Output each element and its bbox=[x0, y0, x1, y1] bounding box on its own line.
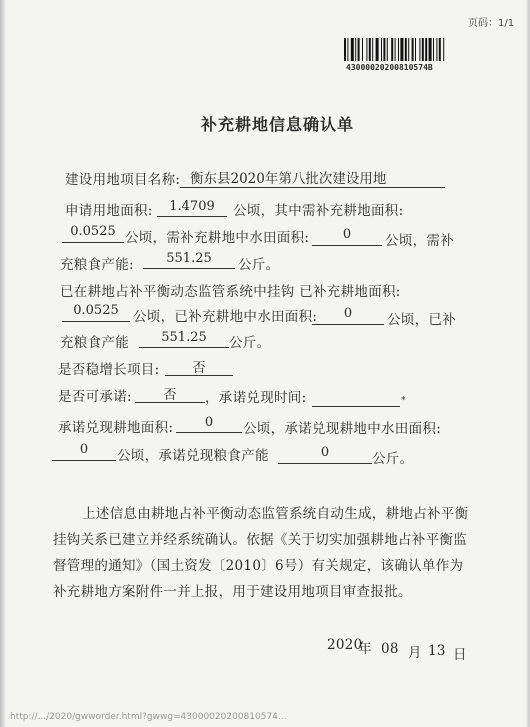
barcode-bar bbox=[405, 38, 407, 61]
paragraph-line-2: 挂钩关系已建立并经系统确认。依据《关于切实加强耕地占补平衡监 bbox=[53, 532, 467, 548]
supplement-area-suffix: 公顷，需补充耕地中水田面积: bbox=[125, 230, 310, 246]
barcode-bar bbox=[443, 38, 444, 61]
date-year: 2020 bbox=[327, 637, 363, 653]
barcode-bar bbox=[412, 38, 414, 61]
hooked-paddy-value: 0 bbox=[343, 306, 353, 321]
hooked-area-value: 0.0525 bbox=[73, 303, 119, 318]
date-month: 08 bbox=[381, 641, 399, 657]
barcode-bar bbox=[408, 38, 409, 61]
hooked-grain-value: 551.25 bbox=[161, 330, 207, 345]
apply-area-value: 1.4709 bbox=[169, 199, 215, 214]
promise-time-mark: * bbox=[401, 396, 406, 406]
barcode-bar bbox=[439, 38, 441, 61]
stable-growth-label: 是否稳增长项目: bbox=[58, 362, 160, 378]
apply-area-suffix: 公顷，其中需补充耕地面积: bbox=[233, 203, 404, 219]
footer-url: http://.../2020/gwworder.html?gwwg=43000020200810574... bbox=[10, 712, 287, 722]
hooked-grain-underline bbox=[139, 347, 229, 348]
barcode-bar bbox=[369, 38, 371, 61]
grain-suffix: 公斤。 bbox=[238, 257, 280, 273]
barcode-bar bbox=[355, 38, 356, 61]
barcode-image bbox=[344, 38, 488, 61]
barcode-bar bbox=[419, 38, 420, 61]
grain-label: 充粮食产能: bbox=[60, 257, 134, 273]
page-number: 页码：1/1 bbox=[468, 18, 515, 29]
paddy-area-suffix: 公顷，需补 bbox=[385, 233, 454, 249]
promise-underline bbox=[135, 402, 205, 403]
paragraph-line-4: 补充耕地方案附件一并上报，用于建设用地项目审查报批。 bbox=[53, 584, 412, 600]
document-title: 补充耕地信息确认单 bbox=[201, 115, 355, 134]
hooked-grain-label: 充粮食产能 bbox=[60, 335, 129, 351]
promise-label: 是否可承诺: bbox=[58, 389, 132, 405]
promise-area-underline bbox=[176, 432, 242, 433]
promise-grain-value: 0 bbox=[320, 445, 330, 460]
barcode-bar bbox=[362, 38, 363, 61]
promise-time-label: ，承诺兑现时间: bbox=[205, 390, 307, 406]
barcode-number: 43000020200810574B bbox=[346, 63, 433, 72]
apply-area-underline bbox=[157, 216, 227, 217]
date-day-unit: 日 bbox=[453, 647, 467, 663]
barcode-bar bbox=[347, 38, 348, 61]
barcode-bar bbox=[422, 38, 424, 61]
promise-paddy-suffix: 公顷，承诺兑现粮食产能 bbox=[117, 448, 269, 464]
barcode-bar bbox=[387, 38, 388, 61]
promise-grain-suffix: 公斤。 bbox=[372, 451, 414, 467]
barcode-bar bbox=[398, 38, 399, 61]
barcode-bar bbox=[344, 38, 346, 61]
hooked-area-underline bbox=[62, 321, 130, 322]
supplement-area-value: 0.0525 bbox=[70, 224, 116, 239]
promise-time-underline bbox=[312, 406, 400, 407]
grain-capacity-underline bbox=[143, 268, 235, 269]
promise-value: 否 bbox=[163, 388, 177, 403]
paragraph-line-3: 督管理的通知》（国土资发〔2010〕6号）有关规定，该确认单作为 bbox=[53, 558, 464, 574]
promise-paddy-underline bbox=[52, 460, 116, 461]
barcode-bar bbox=[395, 38, 396, 61]
scan-edge-shadow-left bbox=[0, 0, 7, 727]
barcode-bar bbox=[425, 38, 427, 61]
barcode-bar bbox=[376, 38, 379, 61]
date-day: 13 bbox=[428, 643, 446, 659]
promise-grain-underline bbox=[278, 463, 372, 464]
barcode-bar bbox=[400, 38, 403, 61]
promise-area-suffix: 公顷，承诺兑现耕地中水田面积: bbox=[243, 421, 442, 437]
paragraph-line-1: 上述信息由耕地占补平衡动态监管系统自动生成，耕地占补平衡 bbox=[82, 506, 469, 522]
date-month-unit: 月 bbox=[408, 645, 422, 661]
paddy-area-value: 0 bbox=[342, 227, 352, 242]
date-year-unit: 年 bbox=[358, 641, 372, 657]
barcode-bar bbox=[436, 38, 437, 61]
stable-growth-underline bbox=[165, 375, 233, 376]
barcode-bar bbox=[358, 38, 360, 61]
apply-area-label: 申请用地面积: bbox=[65, 203, 153, 219]
project-name-label: 建设用地项目名称: bbox=[65, 172, 181, 188]
barcode-bar bbox=[381, 38, 382, 61]
barcode-bar bbox=[429, 38, 432, 61]
barcode-bar bbox=[372, 38, 373, 61]
promise-area-label: 承诺兑现耕地面积: bbox=[58, 420, 174, 436]
barcode-bar bbox=[415, 38, 416, 61]
project-name-value: 衡东县2020年第八批次建设用地 bbox=[190, 171, 387, 187]
barcode-bar bbox=[351, 38, 354, 61]
paddy-area-underline bbox=[312, 245, 382, 246]
hooked-grain-suffix: 公斤。 bbox=[229, 335, 271, 351]
barcode-bar bbox=[383, 38, 385, 61]
hooked-paddy-underline bbox=[312, 324, 384, 325]
supplement-area-underline bbox=[62, 242, 124, 243]
stable-growth-value: 否 bbox=[192, 361, 206, 376]
hooked-area-suffix: 公顷，已补充耕地中水田面积: bbox=[133, 309, 318, 325]
hooked-label: 已在耕地占补平衡动态监管系统中挂钩 已补充耕地面积: bbox=[60, 284, 401, 300]
project-name-underline bbox=[180, 187, 445, 188]
hooked-paddy-suffix: 公顷，已补 bbox=[387, 312, 456, 328]
barcode-bar bbox=[366, 38, 367, 61]
barcode-bar bbox=[433, 38, 434, 61]
barcode-bar bbox=[391, 38, 393, 61]
promise-paddy-value: 0 bbox=[79, 442, 89, 457]
promise-area-value: 0 bbox=[204, 415, 214, 430]
scan-edge-shadow-right bbox=[525, 0, 530, 727]
grain-capacity-value: 551.25 bbox=[166, 251, 212, 266]
